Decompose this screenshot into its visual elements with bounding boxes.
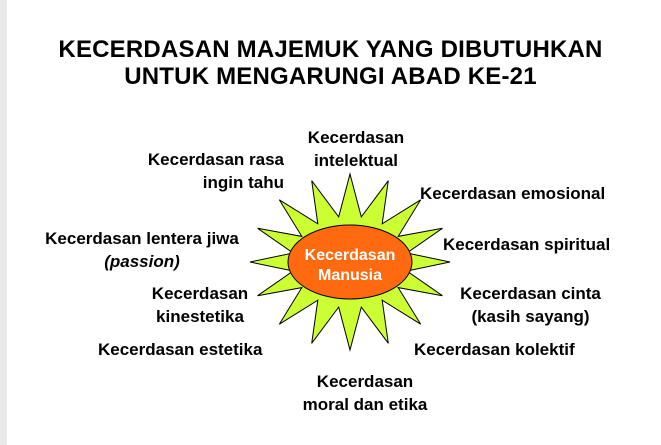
label-cinta-line-1: Kecerdasan cinta [460,284,601,303]
center-label-line-2: Manusia [317,267,382,284]
label-estetika-line-1: Kecerdasan estetika [98,340,263,359]
label-moral-etika-line-1: Kecerdasan [316,372,414,391]
label-emosional-line-1: Kecerdasan emosional [420,184,606,203]
label-kinestetika-line-2: kinestetika [156,307,244,326]
label-kolektif [414,338,575,361]
label-moral-etika [290,370,440,416]
center-label [288,246,412,286]
center-label-line-1: Kecerdasan [304,247,396,264]
label-cinta [448,282,613,328]
label-lentera-jiwa-line-2: (passion) [104,252,180,271]
label-estetika [98,338,262,361]
title-line-1: KECERDASAN MAJEMUK YANG DIBUTUHKAN [58,36,603,63]
title-line-2: UNTUK MENGARUNGI ABAD KE-21 [124,63,537,90]
label-cinta-line-2: (kasih sayang) [471,307,590,326]
label-rasa-ingin-tahu [128,148,284,194]
label-rasa-ingin-tahu-line-2: ingin tahu [202,173,284,192]
label-moral-etika-line-2: moral dan etika [302,395,428,414]
label-lentera-jiwa-line-1: Kecerdasan lentera jiwa [45,229,239,248]
label-intelektual-line-2: intelektual [313,151,399,170]
label-spiritual [443,233,610,256]
label-intelektual-line-1: Kecerdasan [307,128,405,147]
label-rasa-ingin-tahu-line-1: Kecerdasan rasa [147,150,284,169]
label-kinestetika-line-1: Kecerdasan [151,284,249,303]
label-lentera-jiwa [22,227,262,273]
label-spiritual-line-1: Kecerdasan spiritual [443,235,611,254]
label-kolektif-line-1: Kecerdasan kolektif [414,340,575,359]
label-kinestetika [140,282,260,328]
label-intelektual [301,126,411,172]
label-emosional [420,182,605,205]
